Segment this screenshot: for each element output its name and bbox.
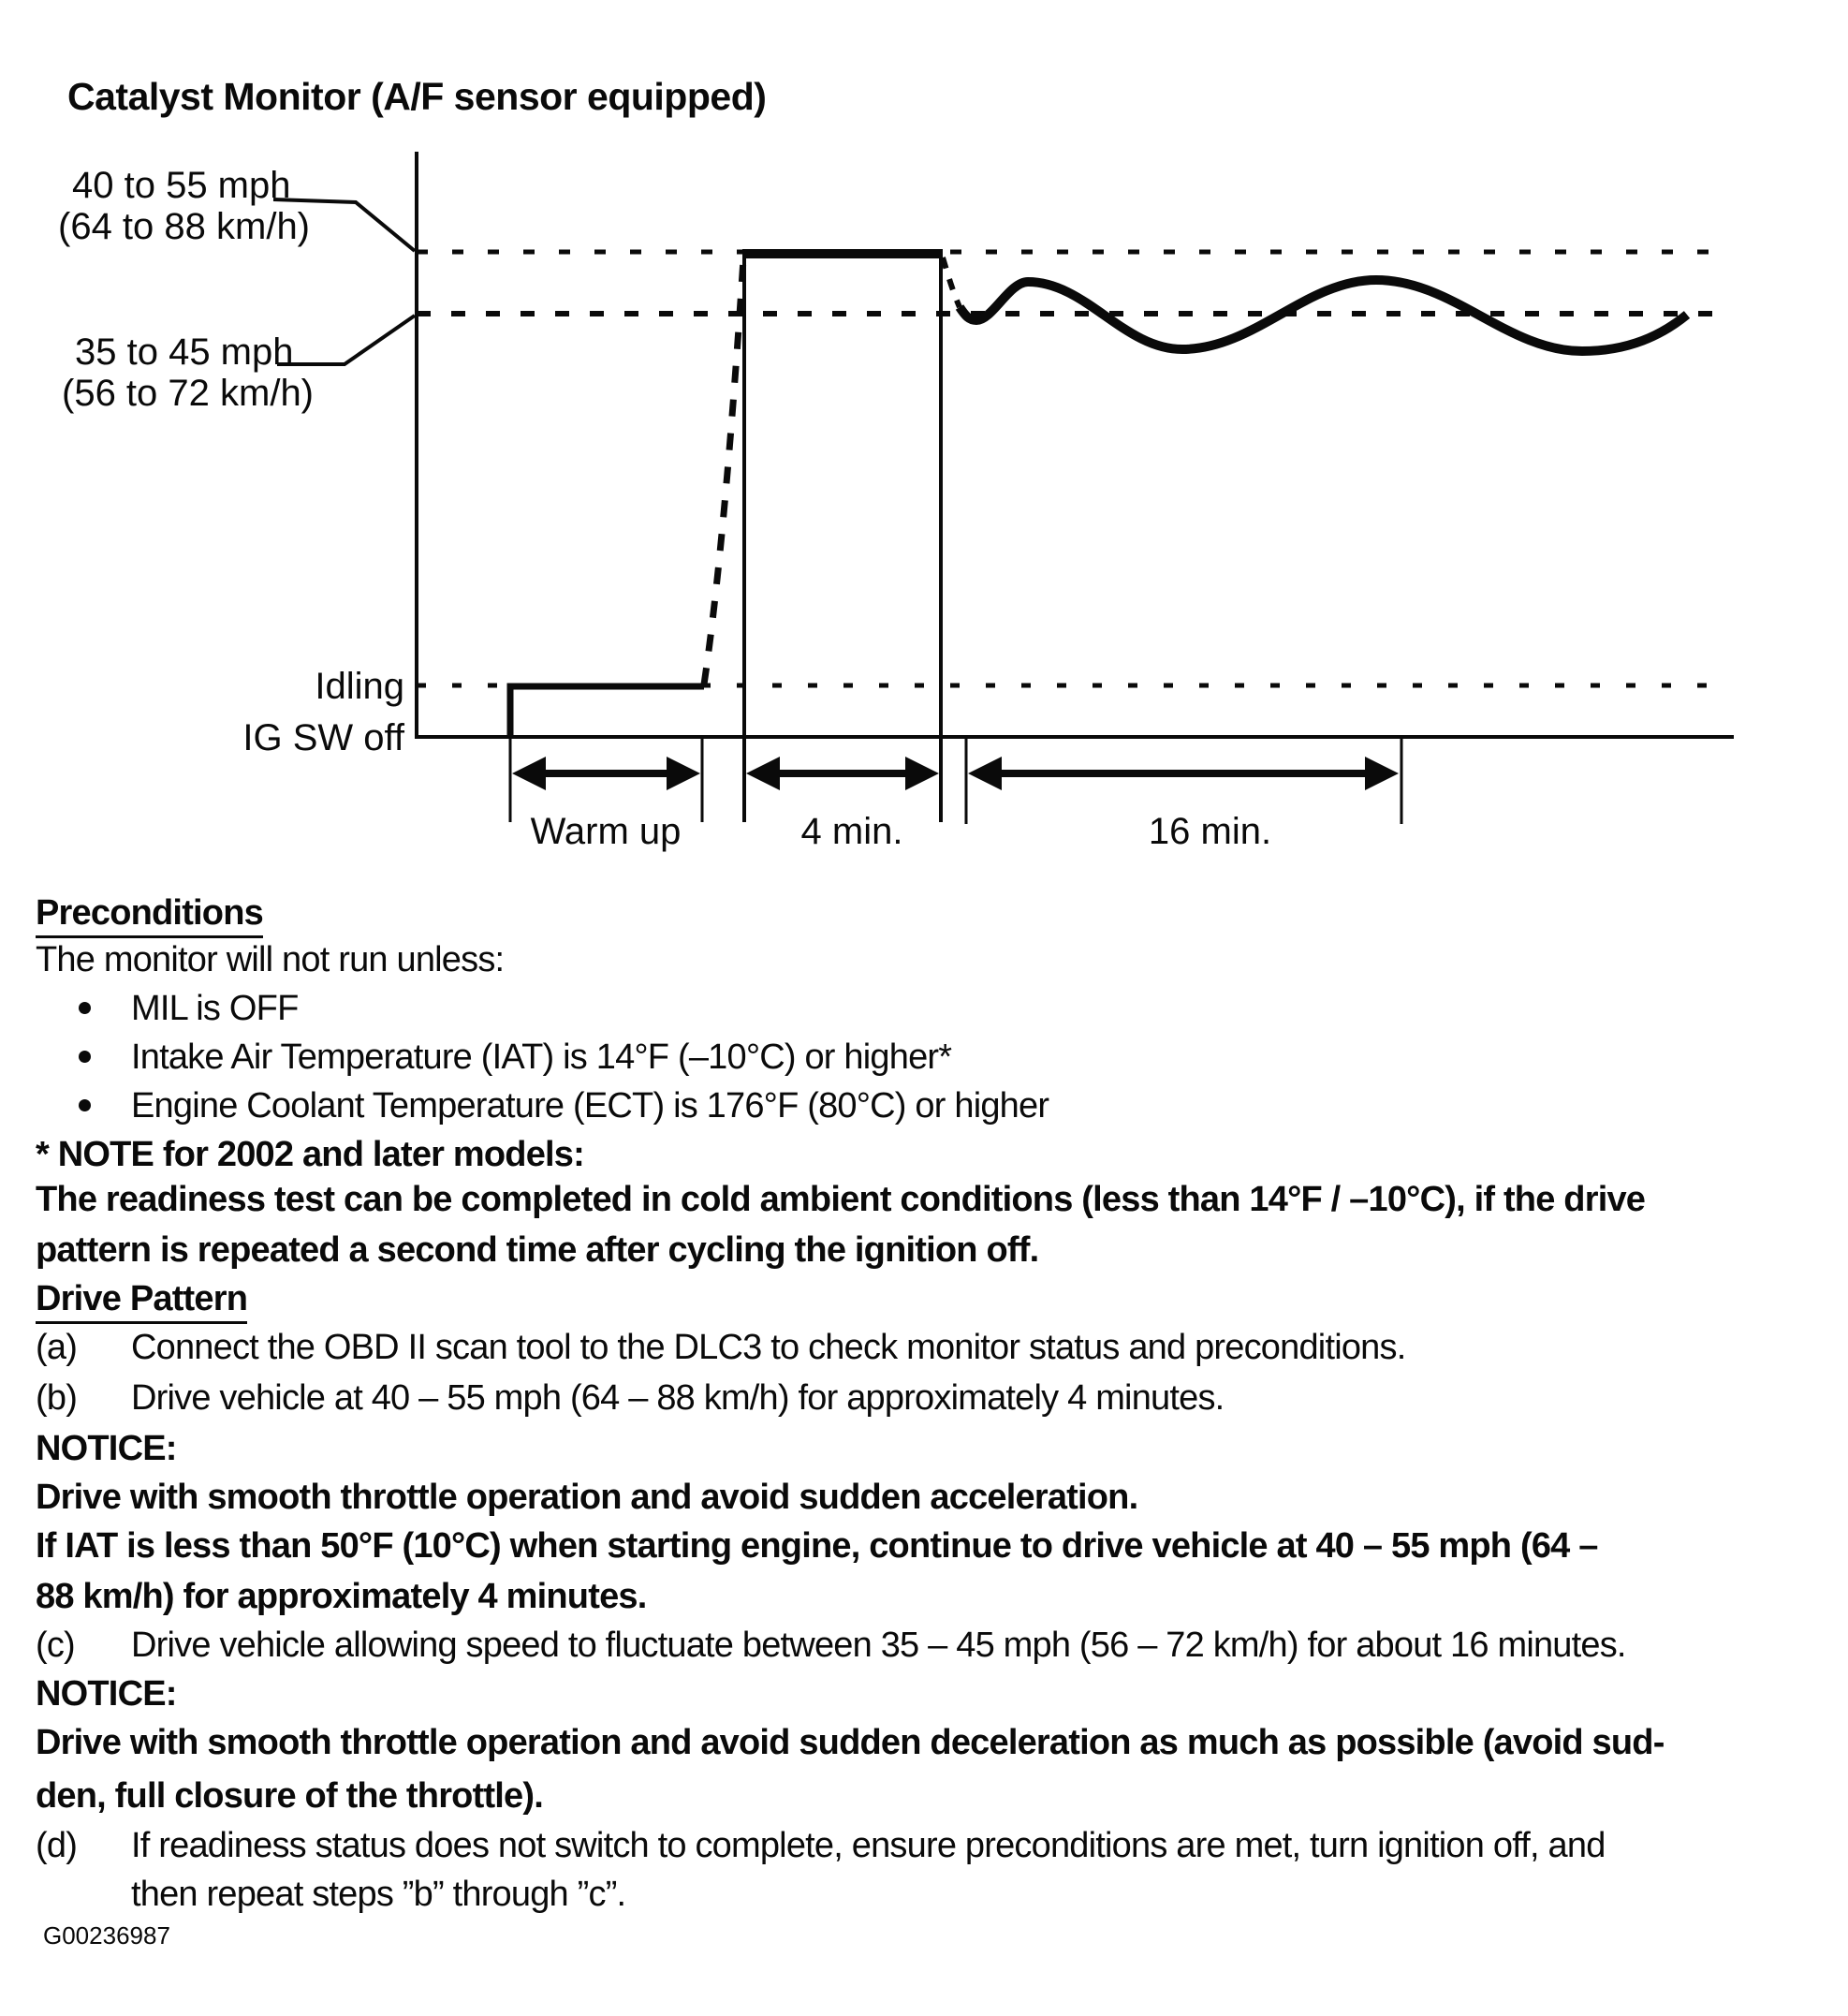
notice2-line1: Drive with smooth throttle operation and avoid sudden deceleration as much as possible (avoid sud- — [36, 1723, 1665, 1762]
step-c-row — [0, 1624, 1848, 1667]
preconditions-intro: The monitor will not run unless: — [36, 940, 505, 979]
note-heading: * NOTE for 2002 and later models: — [36, 1135, 584, 1174]
step-c-letter: (c) — [36, 1626, 75, 1665]
upper-band-label-line2: (64 to 88 km/h) — [58, 206, 311, 247]
warm-up-arrow — [512, 757, 700, 790]
lower-band-label-line1: 35 to 45 mph — [75, 331, 294, 373]
notice1-line3: 88 km/h) for approximately 4 minutes. — [36, 1577, 647, 1616]
drive-pattern-heading: Drive Pattern — [36, 1277, 247, 1324]
speed-trace-deceleration-dashed — [943, 258, 960, 307]
step-d-text-line1: If readiness status does not switch to complete, ensure preconditions are met, turn ignition off, and — [131, 1826, 1606, 1865]
bullet-icon — [79, 1051, 91, 1063]
precondition-bullet-row — [0, 987, 1848, 1030]
idling-axis-label: Idling — [315, 666, 404, 707]
step-d-letter: (d) — [36, 1826, 78, 1865]
step-d-row — [0, 1824, 1848, 1867]
page-title: Catalyst Monitor (A/F sensor equipped) — [67, 75, 767, 118]
speed-trace-idle-step — [510, 686, 704, 736]
note-line2: pattern is repeated a second time after cycling the ignition off. — [36, 1230, 1039, 1270]
upper-band-label-line1: 40 to 55 mph — [72, 165, 291, 206]
notice1-line2: If IAT is less than 50°F (10°C) when starting engine, continue to drive vehicle at 40 – 55 mph (64 – — [36, 1526, 1598, 1566]
step-d-text-line2: then repeat steps ”b” through ”c”. — [131, 1875, 626, 1914]
precondition-ect: Engine Coolant Temperature (ECT) is 176°F (80°C) or higher — [131, 1086, 1049, 1126]
notice1-heading: NOTICE: — [36, 1429, 177, 1468]
notice1-line1: Drive with smooth throttle operation and avoid sudden acceleration. — [36, 1478, 1138, 1517]
precondition-iat: Intake Air Temperature (IAT) is 14°F (–10°C) or higher* — [131, 1037, 952, 1077]
speed-trace-acceleration-dashed — [704, 259, 743, 684]
notice2-line2: den, full closure of the throttle). — [36, 1776, 544, 1816]
ig-sw-off-axis-label: IG SW off — [242, 717, 404, 758]
four-min-segment-label: 4 min. — [800, 811, 903, 852]
step-c-text: Drive vehicle allowing speed to fluctuate between 35 – 45 mph (56 – 72 km/h) for about 16 minutes. — [131, 1626, 1626, 1665]
step-a-text: Connect the OBD II scan tool to the DLC3 to check monitor status and preconditions. — [131, 1328, 1406, 1367]
step-b-letter: (b) — [36, 1378, 78, 1418]
four-min-arrow — [746, 757, 939, 790]
warm-up-segment-label: Warm up — [530, 811, 682, 852]
note-line1: The readiness test can be completed in cold ambient conditions (less than 14°F / –10°C), if the drive — [36, 1180, 1646, 1219]
sixteen-min-segment-label: 16 min. — [1148, 811, 1272, 852]
step-a-row — [0, 1326, 1848, 1369]
lower-band-label-line2: (56 to 72 km/h) — [62, 373, 315, 414]
bullet-icon — [79, 1002, 91, 1014]
step-b-text: Drive vehicle at 40 – 55 mph (64 – 88 km/h) for approximately 4 minutes. — [131, 1378, 1225, 1418]
step-a-letter: (a) — [36, 1328, 78, 1367]
bullet-icon — [79, 1099, 91, 1111]
sixteen-min-arrow — [968, 757, 1399, 790]
figure-code: G00236987 — [43, 1921, 170, 1950]
precondition-bullet-row — [0, 1084, 1848, 1127]
step-b-row — [0, 1376, 1848, 1420]
precondition-bullet-row — [0, 1036, 1848, 1079]
precondition-mil: MIL is OFF — [131, 989, 299, 1028]
preconditions-heading: Preconditions — [36, 891, 263, 938]
notice2-heading: NOTICE: — [36, 1674, 177, 1714]
lower-band-leader-line — [277, 316, 415, 364]
